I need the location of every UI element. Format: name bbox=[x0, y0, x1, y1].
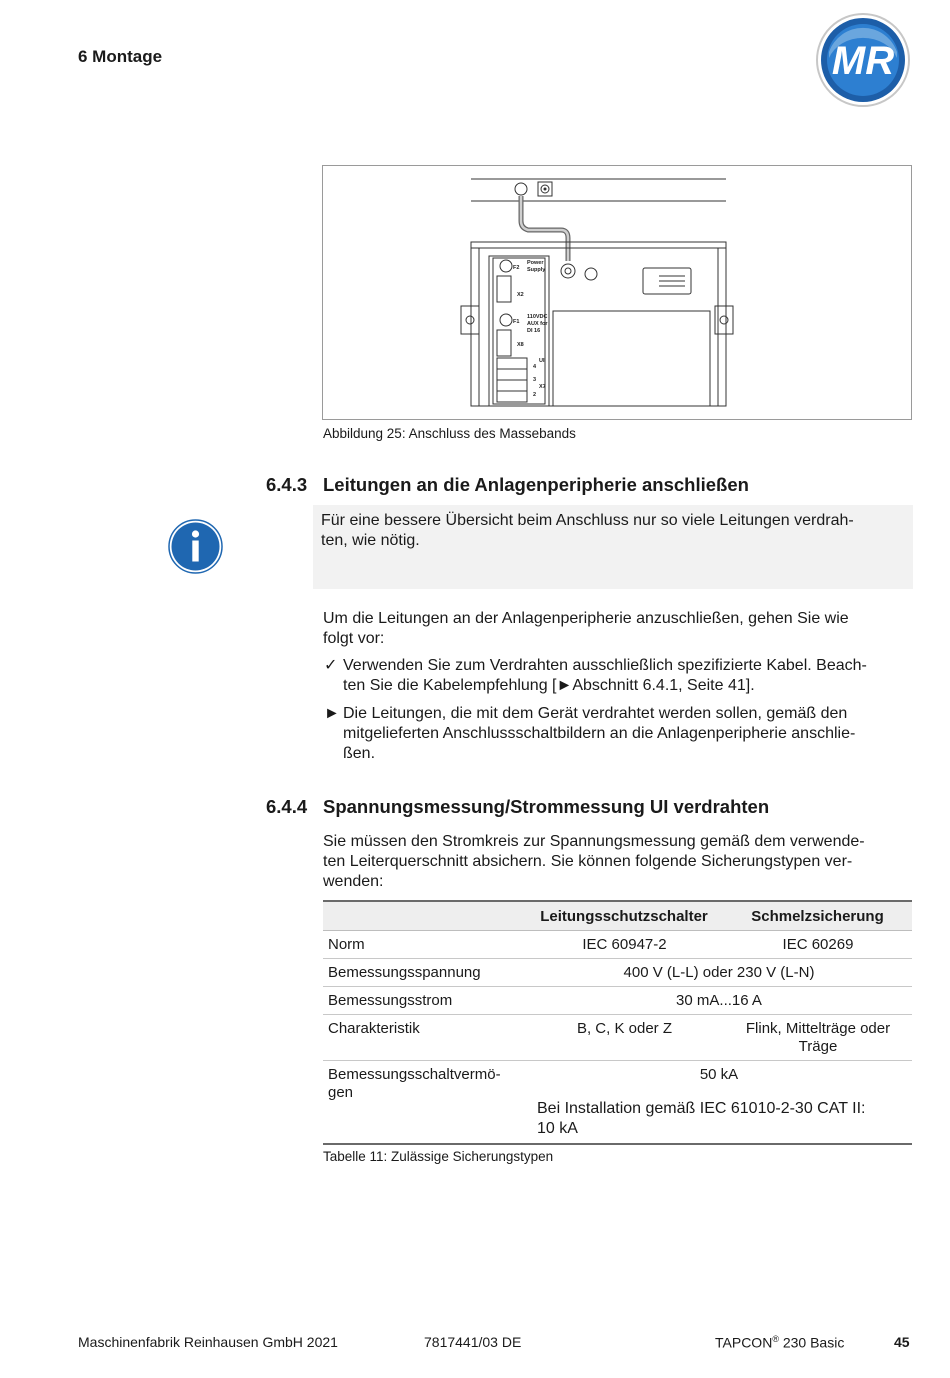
cell-value: 30 mA...16 A bbox=[525, 987, 912, 1015]
label-n2: 2 bbox=[533, 392, 537, 398]
label-x7: X7 bbox=[539, 384, 546, 390]
footer-doc-number: 7817441/03 DE bbox=[424, 1334, 522, 1350]
product-suffix: 230 Basic bbox=[778, 1334, 845, 1351]
intro-line1: Um die Leitungen an der Anlagenperipherie anzuschließen, gehen Sie wie bbox=[323, 610, 849, 627]
installation-note bbox=[530, 1099, 908, 1139]
label-f1: F1 bbox=[513, 319, 520, 325]
cell-line1: Flink, Mittelträge oder bbox=[745, 1020, 891, 1037]
footer-company: Maschinenfabrik Reinhausen GmbH 2021 bbox=[78, 1334, 338, 1350]
precondition-item bbox=[323, 656, 908, 696]
table-row bbox=[323, 987, 912, 1015]
step-item bbox=[323, 704, 908, 764]
section-title: Leitungen an die Anlagenperipherie anschließen bbox=[323, 474, 749, 495]
note-line1: Bei Installation gemäß IEC 61010-2-30 CAT II: bbox=[537, 1100, 866, 1117]
intro-line3: wenden: bbox=[323, 873, 384, 890]
cell-value: IEC 60947-2 bbox=[525, 931, 723, 959]
section-title: Spannungsmessung/Strommessung UI verdrahten bbox=[323, 796, 770, 817]
label-power: Power bbox=[527, 260, 544, 266]
table-caption: Tabelle 11: Zulässige Sicherungstypen bbox=[323, 1149, 554, 1164]
info-text-line1: Für eine bessere Übersicht beim Anschluss nur so viele Leitungen verdrah- bbox=[321, 512, 854, 529]
label-f2: F2 bbox=[513, 265, 520, 271]
precondition-line2-end: ]. bbox=[745, 677, 755, 694]
row-label: Norm bbox=[323, 931, 525, 959]
registered-mark: ® bbox=[772, 1334, 779, 1344]
cell-value bbox=[723, 1015, 912, 1061]
table-row bbox=[323, 1015, 912, 1061]
row-label bbox=[323, 1061, 525, 1145]
table-row bbox=[323, 959, 912, 987]
table-header-row bbox=[323, 901, 912, 931]
row-label: Bemessungsstrom bbox=[323, 987, 525, 1015]
step-line1: Die Leitungen, die mit dem Gerät verdrahtet werden sollen, gemäß den bbox=[343, 705, 848, 722]
page-number: 45 bbox=[894, 1334, 910, 1350]
label-supply: Supply bbox=[527, 267, 546, 273]
section-heading-643 bbox=[266, 474, 749, 496]
note-line2: 10 kA bbox=[537, 1120, 578, 1137]
table-header-lss: Leitungsschutzschalter bbox=[525, 901, 723, 931]
intro-line2: folgt vor: bbox=[323, 630, 385, 647]
cell-value: B, C, K oder Z bbox=[525, 1015, 723, 1061]
chapter-title: 6 Montage bbox=[78, 47, 163, 66]
row-label: Charakteristik bbox=[323, 1015, 525, 1061]
label-x2: X2 bbox=[517, 292, 524, 298]
label-aux-1: 110VDC bbox=[527, 314, 548, 320]
precondition-line1: Verwenden Sie zum Verdrahten ausschließlich spezifizierte Kabel. Beach- bbox=[343, 657, 867, 674]
label-n3: 3 bbox=[533, 377, 537, 383]
product-name: TAPCON bbox=[715, 1334, 773, 1351]
label-line2: gen bbox=[328, 1084, 354, 1101]
cell-value: 400 V (L-L) oder 230 V (L-N) bbox=[525, 959, 912, 987]
table-header-empty bbox=[323, 901, 525, 931]
section-number: 6.4.3 bbox=[266, 474, 308, 495]
cell-line2: Träge bbox=[798, 1038, 838, 1055]
row-label: Bemessungsspannung bbox=[323, 959, 525, 987]
label-aux-2: AUX for bbox=[527, 321, 548, 327]
mr-logo bbox=[815, 12, 911, 108]
section-heading-644 bbox=[266, 796, 769, 818]
label-aux-3: DI 16 bbox=[527, 328, 541, 334]
check-icon: ✓ bbox=[324, 657, 338, 674]
figure-caption: Abbildung 25: Anschluss des Massebands bbox=[323, 426, 576, 441]
footer-product bbox=[715, 1334, 844, 1351]
intro-line1: Sie müssen den Stromkreis zur Spannungsmessung gemäß dem verwende- bbox=[323, 833, 865, 850]
intro-paragraph-643 bbox=[323, 609, 908, 649]
step-line3: ßen. bbox=[343, 745, 376, 762]
table-row bbox=[323, 931, 912, 959]
step-line2: mitgelieferten Anschlussschaltbildern an die Anlagenperipherie anschlie- bbox=[343, 725, 856, 742]
info-text-line2: ten, wie nötig. bbox=[321, 532, 420, 549]
table-row bbox=[323, 1061, 912, 1145]
value-50ka: 50 kA bbox=[699, 1066, 739, 1083]
fuse-types-table bbox=[323, 900, 912, 1145]
intro-line2: ten Leiterquerschnitt absichern. Sie können folgende Sicherungstypen ver- bbox=[323, 853, 853, 870]
label-ui: UI bbox=[539, 358, 545, 364]
precondition-line2: ten Sie die Kabelempfehlung [ bbox=[343, 677, 557, 694]
info-icon bbox=[168, 519, 223, 574]
intro-paragraph-644 bbox=[323, 832, 908, 892]
cell-value bbox=[525, 1061, 912, 1145]
section-number: 6.4.4 bbox=[266, 796, 308, 817]
label-line1: Bemessungsschaltvermö- bbox=[328, 1066, 501, 1083]
info-box bbox=[313, 505, 913, 589]
ground-strap-drawing bbox=[323, 166, 911, 419]
label-x8: X8 bbox=[517, 342, 524, 348]
label-n4: 4 bbox=[533, 364, 537, 370]
figure-frame bbox=[322, 165, 912, 420]
table-header-ss: Schmelzsicherung bbox=[723, 901, 912, 931]
logo-text: MR bbox=[831, 39, 895, 83]
cross-reference-link[interactable]: ►Abschnitt 6.4.1, Seite 41 bbox=[556, 677, 746, 694]
arrow-icon: ► bbox=[324, 705, 340, 722]
cell-value: IEC 60269 bbox=[723, 931, 912, 959]
